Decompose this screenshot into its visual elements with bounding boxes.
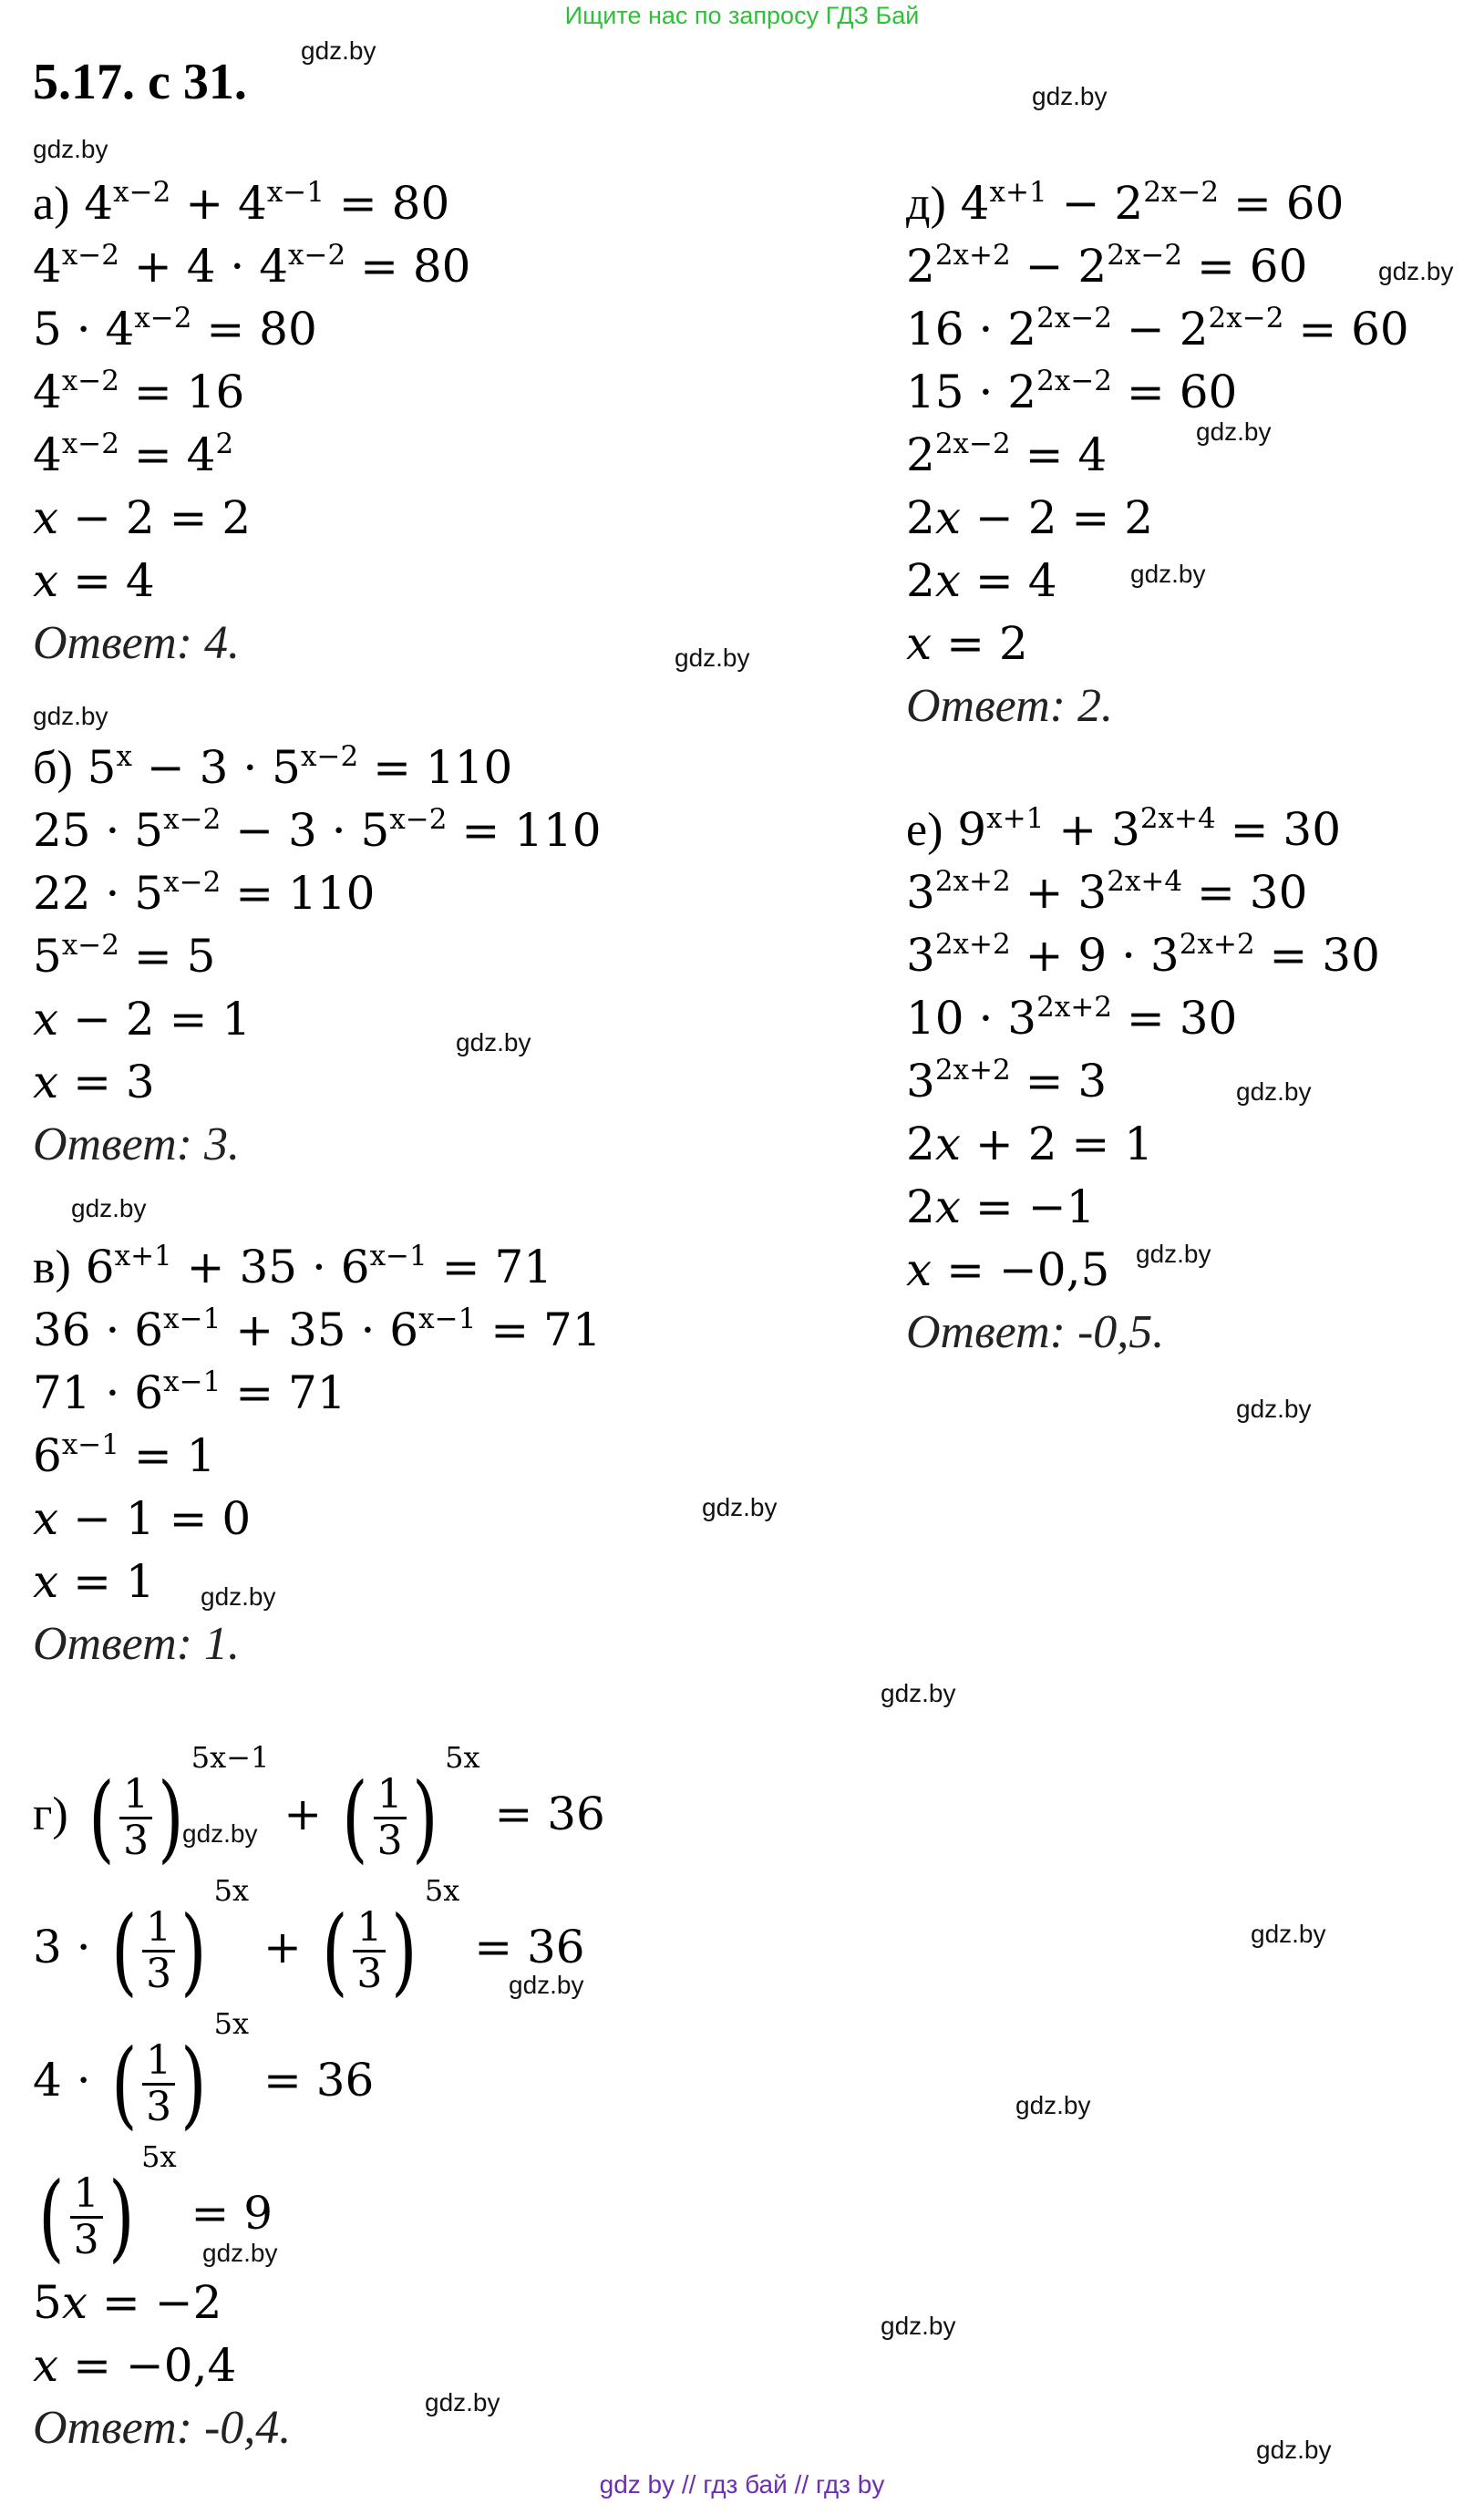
watermark: gdz.by — [1236, 1077, 1312, 1106]
watermark: gdz.by — [702, 1493, 778, 1521]
equation-line: $71 \cdot 6^{x-1} = 71$ — [33, 1365, 346, 1419]
answer: Ответ: 4. — [33, 617, 240, 669]
equation-line: г) ( $\frac{1}{3}$ )$^{5x-1}$ + ( $\frac{1}{3}$ )$^{5x}$ = 36 — [33, 1740, 605, 1873]
watermark: gdz.by — [1236, 1395, 1312, 1423]
item-label: д) — [906, 178, 946, 230]
equation-line: 5x = −2 — [33, 2276, 222, 2329]
watermark: gdz.by — [71, 1194, 147, 1222]
item-label: г) — [33, 1788, 68, 1840]
equation-line: а) $4^{x-2} + 4^{x-1} = 80$ — [33, 175, 450, 230]
coefficient: 5 · — [33, 303, 106, 355]
watermark: gdz.by — [301, 36, 376, 65]
equation-line: $15 \cdot 2^{2x-2} = 60$ — [906, 364, 1238, 418]
equation-line: $3^{2x+2} + 9 \cdot 3^{2x+2} = 30$ — [906, 927, 1380, 982]
watermark: gdz.by — [1256, 2436, 1332, 2464]
equation-line: x − 2 = 2 — [33, 491, 252, 544]
watermark: gdz.by — [182, 1819, 258, 1848]
equation-line: 3 · ( $\frac{1}{3}$ )$^{5x}$ + ( $\frac{1}{3}$ )$^{5x}$ = 36 — [33, 1873, 585, 2006]
footer-links[interactable]: gdz by // гдз бай // гдз by — [599, 2470, 885, 2499]
equation-line: $4^{x-2} = 4^2$ — [33, 427, 234, 481]
equation-line: $6^{x-1} = 1$ — [33, 1427, 216, 1482]
equation-line: x = 3 — [33, 1056, 155, 1108]
watermark: gdz.by — [1130, 560, 1206, 588]
watermark: gdz.by — [33, 135, 108, 163]
equation-line: $10 \cdot 3^{2x+2} = 30$ — [906, 990, 1238, 1045]
equation-line: $4^{x-2} = 16$ — [33, 364, 245, 418]
equation-line: е) $9^{x+1} + 3^{2x+4} = 30$ — [906, 801, 1342, 856]
watermark: gdz.by — [881, 1679, 956, 1707]
equation-line: x = 4 — [33, 554, 155, 607]
watermark: gdz.by — [1032, 82, 1108, 110]
watermark: gdz.by — [456, 1028, 531, 1056]
equation-line: $4^{x-2} + 4 \cdot 4^{x-2} = 80$ — [33, 238, 471, 293]
equation-line: ( $\frac{1}{3}$ )$^{5x}$ = 9 — [38, 2139, 273, 2272]
answer: Ответ: 1. — [33, 1618, 240, 1670]
watermark: gdz.by — [675, 644, 750, 672]
watermark: gdz.by — [33, 702, 108, 730]
equation-line: 2x + 2 = 1 — [906, 1118, 1154, 1170]
equation-line: 2x = 4 — [906, 554, 1057, 607]
equation-line: x = −0,5 — [906, 1243, 1110, 1296]
equation-line: x = 2 — [906, 617, 1028, 670]
watermark: gdz.by — [1015, 2091, 1091, 2119]
equation-line: x − 1 = 0 — [33, 1492, 252, 1545]
watermark: gdz.by — [509, 1971, 584, 1999]
equation-line: x − 2 = 1 — [33, 993, 252, 1046]
watermark: gdz.by — [1378, 257, 1454, 285]
item-label: е) — [906, 804, 943, 856]
equation-line: $36 \cdot 6^{x-1} + 35 \cdot 6^{x-1} = 71$ — [33, 1302, 602, 1356]
answer: Ответ: -0,5. — [906, 1306, 1165, 1358]
item-label: б) — [33, 742, 73, 794]
answer: Ответ: -0,4. — [33, 2402, 292, 2454]
answer: Ответ: 3. — [33, 1118, 240, 1170]
equation-line: 4 · ( $\frac{1}{3}$ )$^{5x}$ = 36 — [33, 2006, 375, 2139]
watermark: gdz.by — [1196, 417, 1272, 446]
equation-line: $2^{2x-2} = 4$ — [906, 427, 1108, 481]
watermark: gdz.by — [425, 2388, 500, 2416]
coefficient: 4 · — [186, 240, 260, 293]
equation-line: $25 \cdot 5^{x-2} - 3 \cdot 5^{x-2} = 110$ — [33, 802, 602, 857]
watermark: gdz.by — [201, 1582, 276, 1611]
equation-line: $2^{2x+2} - 2^{2x-2} = 60$ — [906, 238, 1308, 293]
equation-line: $5^{x-2} = 5$ — [33, 928, 216, 983]
equation-line: 2x = −1 — [906, 1180, 1096, 1233]
equation-line: $5 \cdot 4^{x-2} = 80$ — [33, 301, 317, 355]
equation-line: x = 1 — [33, 1555, 155, 1608]
watermark: gdz.by — [1136, 1240, 1211, 1268]
watermark: gdz.by — [1251, 1920, 1326, 1948]
equation-line: $3^{2x+2} = 3$ — [906, 1053, 1108, 1108]
equation-line: $3^{2x+2} + 3^{2x+4} = 30$ — [906, 864, 1308, 919]
equation-line: д) $4^{x+1} - 2^{2x-2} = 60$ — [906, 175, 1345, 230]
problem-title: 5.17. с 31. — [33, 54, 247, 110]
top-banner[interactable]: Ищите нас по запросу ГДЗ Бай — [564, 2, 920, 29]
equation-line: 2x − 2 = 2 — [906, 491, 1154, 544]
equation-line: в) $6^{x+1} + 35 \cdot 6^{x-1} = 71$ — [33, 1239, 553, 1293]
equation-line: $16 \cdot 2^{2x-2} - 2^{2x-2} = 60$ — [906, 301, 1409, 355]
item-label: а) — [33, 178, 70, 230]
equation-line: x = −0,4 — [33, 2339, 237, 2392]
watermark: gdz.by — [881, 2312, 956, 2340]
answer: Ответ: 2. — [906, 680, 1113, 732]
equation-line: б) $5^x - 3 \cdot 5^{x-2} = 110$ — [33, 739, 513, 794]
equation-line: $22 \cdot 5^{x-2} = 110$ — [33, 865, 376, 920]
watermark: gdz.by — [202, 2239, 278, 2267]
item-label: в) — [33, 1242, 71, 1293]
